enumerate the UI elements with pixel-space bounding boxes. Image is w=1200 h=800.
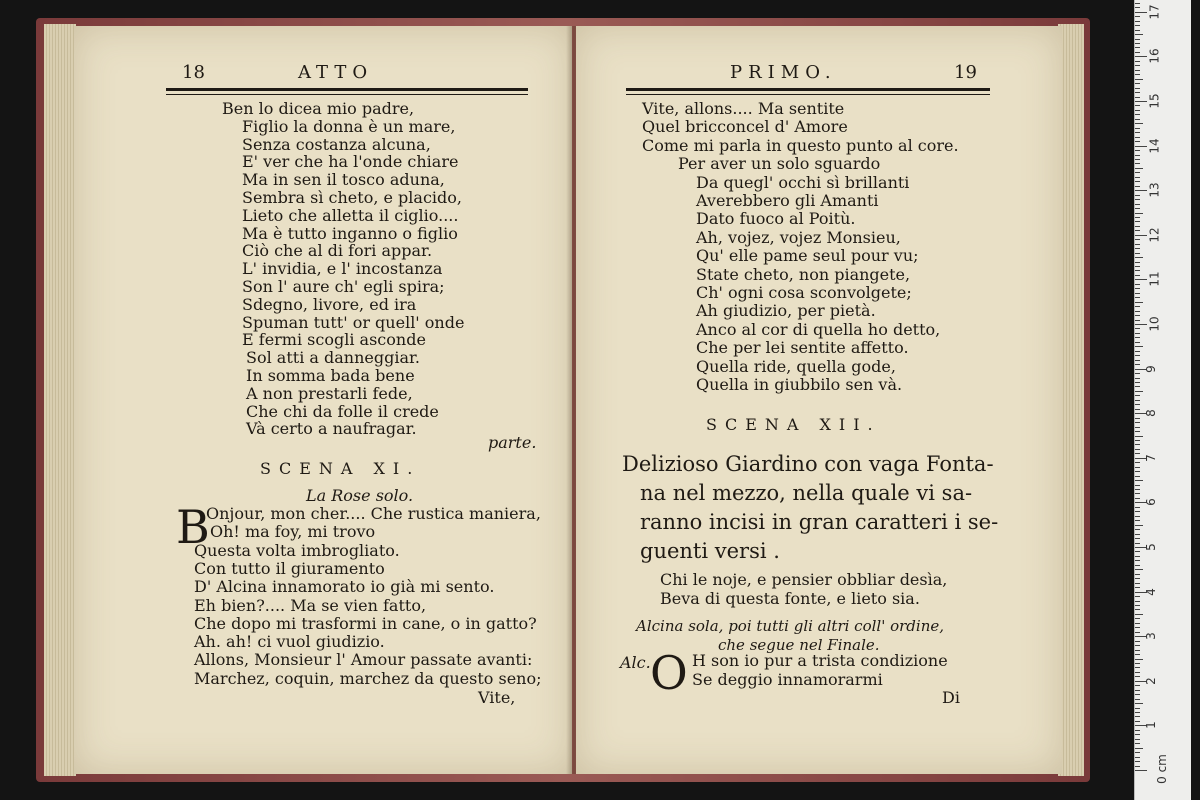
ruler-tick — [1135, 235, 1147, 236]
ruler-tick — [1135, 498, 1140, 499]
ruler-tick — [1135, 163, 1140, 164]
left-top-line: A non prestarli fede, — [246, 383, 413, 403]
ruler-tick — [1135, 21, 1140, 22]
ruler-tick — [1135, 391, 1143, 392]
ruler-tick — [1135, 262, 1140, 263]
ruler-tick — [1135, 47, 1140, 48]
ruler-tick — [1135, 324, 1147, 325]
right-stage-line: Alcina sola, poi tutti gli altri coll' ordine, — [636, 617, 945, 635]
ruler-tick — [1135, 770, 1147, 771]
right-top-line: Qu' elle pame seul pour vu; — [696, 246, 919, 266]
ruler-tick — [1135, 342, 1140, 343]
left-top-line: E' ver che ha l'onde chiare — [242, 152, 459, 172]
ruler-number: 14 — [1147, 137, 1162, 154]
ruler-tick — [1135, 659, 1143, 660]
right-bottom-line: Se deggio innamorarmi — [692, 670, 883, 689]
ruler-tick — [1135, 378, 1140, 379]
ruler-tick — [1135, 150, 1140, 151]
ruler-tick — [1135, 601, 1140, 602]
ruler-tick — [1135, 248, 1140, 249]
ruler-tick — [1135, 105, 1140, 106]
right-top-line: Come mi parla in questo punto al core. — [642, 135, 959, 155]
ruler-tick — [1135, 257, 1143, 258]
left-top-line: Sol atti a danneggiar. — [246, 348, 420, 368]
ruler-tick — [1135, 583, 1140, 584]
ruler-tick — [1135, 529, 1140, 530]
right-header-rule-thin — [626, 94, 990, 95]
left-top-line: In somma bada bene — [246, 366, 415, 385]
ruler-tick — [1135, 128, 1140, 129]
left-header-rule-thin — [166, 94, 528, 95]
ruler-tick — [1135, 520, 1140, 521]
left-top-line: Ma in sen il tosco aduna, — [242, 170, 445, 190]
ruler-tick — [1135, 172, 1140, 173]
ruler-tick — [1135, 65, 1140, 66]
left-running-head: ATTO — [298, 62, 374, 83]
ruler-tick — [1135, 146, 1147, 147]
ruler-tick — [1135, 667, 1140, 668]
ruler-number: 7 — [1143, 453, 1158, 462]
ruler-tick — [1135, 627, 1140, 628]
ruler-tick — [1135, 551, 1140, 552]
ruler-number: 2 — [1143, 676, 1158, 685]
exit-direction: parte. — [488, 433, 537, 452]
ruler-tick — [1135, 92, 1140, 93]
ruler-tick — [1135, 395, 1140, 396]
ruler-tick — [1135, 293, 1140, 294]
ruler-number: 17 — [1147, 4, 1162, 20]
ruler-tick — [1135, 141, 1140, 142]
ruler-number: 3 — [1143, 632, 1158, 641]
ruler-tick — [1135, 467, 1140, 468]
ruler-tick — [1135, 311, 1140, 312]
ruler-tick — [1135, 34, 1143, 35]
ruler-tick — [1135, 690, 1140, 691]
ruler-tick — [1135, 471, 1140, 472]
ruler-tick — [1135, 56, 1147, 57]
ruler-tick — [1135, 306, 1140, 307]
left-top-line: Senza costanza alcuna, — [242, 134, 431, 154]
ruler-tick — [1135, 132, 1140, 133]
setting-line: ranno incisi in gran caratteri i se- — [640, 510, 999, 534]
left-bottom-line: Con tutto il giuramento — [194, 558, 385, 578]
ruler-tick — [1135, 525, 1143, 526]
ruler-tick — [1135, 244, 1140, 245]
ruler-tick — [1135, 97, 1140, 98]
ruler-tick — [1135, 623, 1140, 624]
page-edges-left — [44, 24, 76, 776]
ruler-tick — [1135, 418, 1140, 419]
ruler-tick — [1135, 694, 1140, 695]
left-bottom-line: Che dopo mi trasformi in cane, o in gatto? — [194, 613, 537, 633]
measuring-ruler — [1134, 0, 1191, 800]
ruler-tick — [1135, 168, 1143, 169]
left-bottom-line: Allons, Monsieur l' Amour passate avanti: — [194, 650, 533, 670]
ruler-number: 9 — [1143, 364, 1158, 373]
right-header-rule — [626, 88, 990, 91]
ruler-tick — [1135, 190, 1147, 191]
ruler-tick — [1135, 213, 1143, 214]
ruler-tick — [1135, 177, 1140, 178]
ruler-number: 10 — [1147, 316, 1162, 332]
left-top-line: Và certo a naufragar. — [246, 419, 417, 439]
ruler-tick — [1135, 253, 1140, 254]
ruler-tick — [1135, 159, 1140, 160]
ruler-tick — [1135, 221, 1140, 222]
ruler-tick — [1135, 574, 1140, 575]
ruler-tick — [1135, 422, 1140, 423]
right-top-line: Dato fuoco al Poitù. — [696, 209, 856, 229]
left-top-line: E fermi scogli asconde — [242, 330, 426, 350]
right-page-number: 19 — [954, 62, 977, 83]
ruler-tick — [1135, 7, 1140, 8]
ruler-tick — [1135, 493, 1140, 494]
left-top-line: Son l' aure ch' egli spira; — [242, 277, 445, 296]
right-top-line: Quel bricconcel d' Amore — [642, 117, 848, 137]
ruler-tick — [1135, 560, 1140, 561]
ruler-tick — [1135, 476, 1140, 477]
ruler-tick — [1135, 123, 1143, 124]
ruler-tick — [1135, 284, 1140, 285]
left-top-line: Ma è tutto inganno o figlio — [242, 223, 458, 243]
right-inscription-line: Chi le noje, e pensier obbliar desìa, — [660, 570, 948, 589]
ruler-tick — [1135, 565, 1140, 566]
ruler-tick — [1135, 204, 1140, 205]
ruler-tick — [1135, 275, 1140, 276]
ruler-tick — [1135, 88, 1140, 89]
ruler-tick — [1135, 748, 1143, 749]
ruler-tick — [1135, 137, 1140, 138]
ruler-tick — [1135, 364, 1140, 365]
right-top-line: Vite, allons.... Ma sentite — [642, 99, 845, 118]
ruler-tick — [1135, 239, 1140, 240]
ruler-tick — [1135, 288, 1140, 289]
ruler-tick — [1135, 297, 1140, 298]
ruler-tick — [1135, 226, 1140, 227]
ruler-tick — [1135, 485, 1140, 486]
left-top-line: Figlio la donna è un mare, — [242, 116, 456, 136]
ruler-tick — [1135, 556, 1140, 557]
ruler-tick — [1135, 721, 1140, 722]
ruler-tick — [1135, 43, 1140, 44]
ruler-tick — [1135, 431, 1140, 432]
ruler-tick — [1135, 650, 1140, 651]
left-bottom-line: D' Alcina innamorato io già mi sento. — [194, 577, 495, 597]
scene-xi-stage-direction: La Rose solo. — [306, 486, 414, 505]
ruler-tick — [1135, 199, 1140, 200]
left-catchword: Vite, — [478, 688, 516, 707]
left-top-line: Sembra sì cheto, e placido, — [242, 188, 462, 207]
ruler-tick — [1135, 409, 1140, 410]
right-top-line: Averebbero gli Amanti — [696, 191, 879, 210]
ruler-tick — [1135, 757, 1140, 758]
ruler-tick — [1135, 699, 1140, 700]
right-top-line: Ah, vojez, vojez Monsieu, — [696, 227, 901, 247]
ruler-tick — [1135, 101, 1147, 102]
ruler-number: 11 — [1147, 271, 1162, 288]
ruler-tick — [1135, 645, 1140, 646]
ruler-tick — [1135, 632, 1140, 633]
ruler-tick — [1135, 511, 1140, 512]
ruler-tick — [1135, 12, 1147, 13]
ruler-tick — [1135, 672, 1140, 673]
left-bottom-line: Eh bien?.... Ma se vien fatto, — [194, 595, 427, 615]
ruler-tick — [1135, 453, 1140, 454]
left-top-line: Lieto che alletta il ciglio.... — [242, 205, 459, 225]
ruler-unit-label: 0 cm — [1154, 754, 1169, 784]
ruler-number: 16 — [1147, 48, 1162, 65]
ruler-tick — [1135, 739, 1140, 740]
ruler-tick — [1135, 480, 1143, 481]
ruler-tick — [1135, 444, 1140, 445]
ruler-tick — [1135, 436, 1143, 437]
dropcap-b: B — [176, 500, 210, 554]
ruler-tick — [1135, 74, 1140, 75]
ruler-number: 5 — [1143, 543, 1158, 551]
right-top-line: Quella in giubbilo sen và. — [696, 375, 903, 394]
ruler-tick — [1135, 685, 1140, 686]
left-top-line: Sdegno, livore, ed ira — [242, 294, 417, 314]
ruler-number: 4 — [1143, 587, 1158, 596]
left-bottom-line: Questa volta imbrogliato. — [194, 540, 400, 560]
ruler-tick — [1135, 752, 1140, 753]
ruler-tick — [1135, 39, 1140, 40]
right-top-line: Da quegl' occhi sì brillanti — [696, 172, 910, 192]
ruler-tick — [1135, 181, 1140, 182]
dropcap-o: O — [650, 646, 688, 700]
ruler-tick — [1135, 708, 1140, 709]
left-top-line: Ciò che al di fori appar. — [242, 241, 433, 261]
left-top-line: Ben lo dicea mio padre, — [222, 99, 415, 118]
ruler-tick — [1135, 315, 1140, 316]
ruler-tick — [1135, 462, 1140, 463]
right-top-line: Che per lei sentite affetto. — [696, 338, 909, 358]
ruler-tick — [1135, 743, 1140, 744]
left-top-line: L' invidia, e l' incostanza — [242, 259, 443, 279]
right-bottom-line: H son io pur a trista condizione — [692, 651, 948, 670]
ruler-tick — [1135, 114, 1140, 115]
ruler-tick — [1135, 449, 1140, 450]
ruler-tick — [1135, 427, 1140, 428]
ruler-tick — [1135, 761, 1140, 762]
ruler-tick — [1135, 279, 1147, 280]
left-top-line: Che chi da folle il crede — [246, 401, 439, 421]
ruler-tick — [1135, 337, 1140, 338]
right-top-line: State cheto, non piangete, — [696, 264, 911, 284]
right-top-line: Ah giudizio, per pietà. — [696, 301, 876, 321]
ruler-tick — [1135, 404, 1140, 405]
right-top-line: Quella ride, quella gode, — [696, 356, 896, 376]
ruler-tick — [1135, 110, 1140, 111]
ruler-tick — [1135, 587, 1140, 588]
left-top-line: Spuman tutt' or quell' onde — [242, 312, 465, 332]
ruler-tick — [1135, 360, 1140, 361]
ruler-tick — [1135, 641, 1140, 642]
right-inscription-line: Beva di questa fonte, e lieto sia. — [660, 589, 920, 608]
ruler-tick — [1135, 333, 1140, 334]
setting-line: na nel mezzo, nella quale vi sa- — [640, 481, 973, 505]
ruler-tick — [1135, 489, 1140, 490]
ruler-number: 13 — [1147, 182, 1162, 198]
ruler-tick — [1135, 230, 1140, 231]
ruler-tick — [1135, 663, 1140, 664]
ruler-tick — [1135, 676, 1140, 677]
ruler-tick — [1135, 766, 1140, 767]
ruler-tick — [1135, 538, 1140, 539]
ruler-tick — [1135, 208, 1140, 209]
ruler-tick — [1135, 186, 1140, 187]
ruler-tick — [1135, 79, 1143, 80]
ruler-number: 12 — [1147, 227, 1162, 243]
ruler-number: 8 — [1143, 409, 1158, 418]
ruler-tick — [1135, 373, 1140, 374]
right-top-line: Anco al cor di quella ho detto, — [696, 319, 941, 339]
ruler-tick — [1135, 386, 1140, 387]
ruler-number: 1 — [1143, 721, 1158, 730]
ruler-tick — [1135, 543, 1140, 544]
ruler-tick — [1135, 703, 1143, 704]
right-catchword: Di — [942, 688, 960, 707]
ruler-tick — [1135, 716, 1140, 717]
scene-xi-heading: SCENA XI. — [260, 459, 421, 478]
ruler-tick — [1135, 351, 1140, 352]
ruler-tick — [1135, 70, 1140, 71]
ruler-tick — [1135, 355, 1140, 356]
ruler-tick — [1135, 52, 1140, 53]
left-header-rule — [166, 88, 528, 91]
scene-xii-heading: SCENA XII. — [706, 415, 881, 434]
ruler-tick — [1135, 25, 1140, 26]
ruler-tick — [1135, 195, 1140, 196]
setting-line: Delizioso Giardino con vaga Fonta- — [622, 452, 994, 476]
ruler-tick — [1135, 302, 1143, 303]
ruler-number: 6 — [1143, 498, 1158, 507]
ruler-tick — [1135, 30, 1140, 31]
right-top-line: Ch' ogni cosa sconvolgete; — [696, 283, 912, 302]
ruler-tick — [1135, 440, 1140, 441]
left-bottom-line: Marchez, coquin, marchez da questo seno; — [194, 668, 542, 688]
ruler-tick — [1135, 578, 1140, 579]
ruler-tick — [1135, 534, 1140, 535]
ruler-tick — [1135, 596, 1140, 597]
right-running-head: PRIMO. — [730, 62, 837, 83]
ruler-tick — [1135, 217, 1140, 218]
speaker-label: Alc. — [620, 653, 651, 672]
left-bottom-line: Oh! ma foy, mi trovo — [210, 522, 376, 542]
ruler-tick — [1135, 734, 1140, 735]
ruler-tick — [1135, 605, 1140, 606]
ruler-tick — [1135, 119, 1140, 120]
ruler-tick — [1135, 618, 1140, 619]
left-page-number: 18 — [182, 62, 205, 83]
ruler-tick — [1135, 712, 1140, 713]
ruler-tick — [1135, 400, 1140, 401]
ruler-tick — [1135, 270, 1140, 271]
ruler-tick — [1135, 609, 1140, 610]
ruler-tick — [1135, 320, 1140, 321]
ruler-tick — [1135, 16, 1140, 17]
ruler-tick — [1135, 654, 1140, 655]
ruler-tick — [1135, 516, 1140, 517]
ruler-tick — [1135, 614, 1143, 615]
ruler-tick — [1135, 346, 1143, 347]
ruler-tick — [1135, 730, 1140, 731]
ruler-tick — [1135, 507, 1140, 508]
left-bottom-line: Ah. ah! ci vuol giudizio. — [194, 632, 385, 652]
ruler-number: 15 — [1147, 93, 1162, 109]
ruler-tick — [1135, 266, 1140, 267]
ruler-tick — [1135, 382, 1140, 383]
ruler-tick — [1135, 3, 1140, 4]
right-top-line: Per aver un solo sguardo — [678, 154, 881, 174]
ruler-tick — [1135, 569, 1143, 570]
ruler-tick — [1135, 83, 1140, 84]
ruler-tick — [1135, 61, 1140, 62]
right-stage-line: che segue nel Finale. — [718, 636, 880, 654]
ruler-tick — [1135, 155, 1140, 156]
ruler-tick — [1135, 328, 1140, 329]
setting-line: guenti versi . — [640, 539, 780, 563]
left-bottom-line: Onjour, mon cher.... Che rustica maniera, — [206, 504, 541, 523]
